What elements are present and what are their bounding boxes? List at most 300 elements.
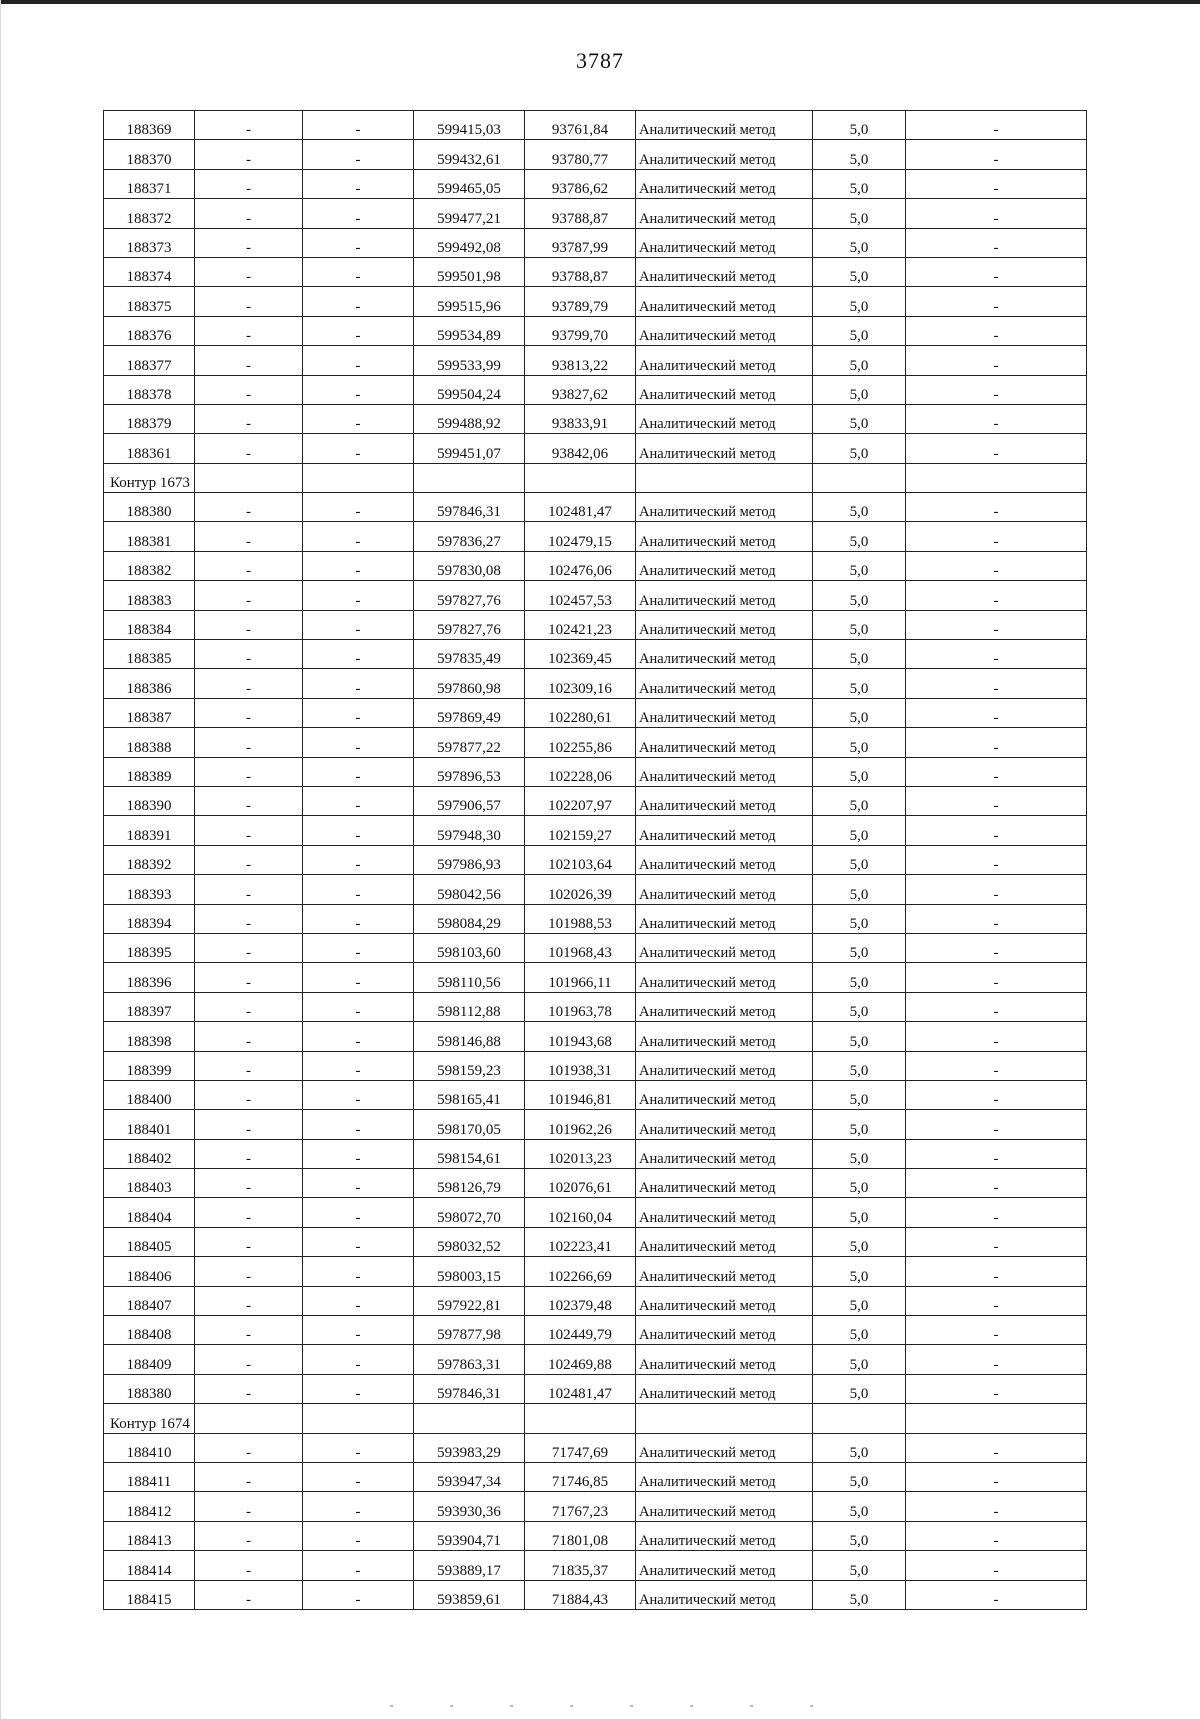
cell-y: 93813,22 xyxy=(525,346,636,375)
cell-col3: - xyxy=(303,1257,414,1286)
cell-x: 593930,36 xyxy=(414,1492,525,1521)
cell-point-id: 188402 xyxy=(104,1139,195,1168)
cell-col3 xyxy=(303,1404,414,1433)
cell-col3: - xyxy=(303,522,414,551)
cell-x: 598110,56 xyxy=(414,963,525,992)
cell-method: Аналитический метод xyxy=(636,904,813,933)
cell-x: 597948,30 xyxy=(414,816,525,845)
cell-col2: - xyxy=(195,493,303,522)
cell-point-id: 188385 xyxy=(104,640,195,669)
cell-col8: - xyxy=(906,816,1087,845)
cell-col2: - xyxy=(195,1022,303,1051)
cell-col3: - xyxy=(303,1492,414,1521)
cell-point-id: 188390 xyxy=(104,786,195,815)
cell-precision: 5,0 xyxy=(813,1139,906,1168)
cell-x: 598159,23 xyxy=(414,1051,525,1080)
table-row xyxy=(104,610,1087,639)
cell-y: 102207,97 xyxy=(525,786,636,815)
cell-point-id: 188399 xyxy=(104,1051,195,1080)
cell-point-id: 188415 xyxy=(104,1580,195,1609)
cell-method: Аналитический метод xyxy=(636,111,813,140)
cell-method: Аналитический метод xyxy=(636,199,813,228)
cell-x: 593904,71 xyxy=(414,1521,525,1550)
table-row xyxy=(104,111,1087,140)
cell-method: Аналитический метод xyxy=(636,1492,813,1521)
table-row xyxy=(104,1169,1087,1198)
table-row xyxy=(104,1551,1087,1580)
cell-precision: 5,0 xyxy=(813,228,906,257)
cell-y: 102476,06 xyxy=(525,551,636,580)
cell-method: Аналитический метод xyxy=(636,1521,813,1550)
cell-point-id: 188406 xyxy=(104,1257,195,1286)
cell-method: Аналитический метод xyxy=(636,493,813,522)
cell-y: 93786,62 xyxy=(525,169,636,198)
cell-x: 598154,61 xyxy=(414,1139,525,1168)
cell-col2: - xyxy=(195,845,303,874)
cell-col2: - xyxy=(195,346,303,375)
cell-precision: 5,0 xyxy=(813,1110,906,1139)
cell-col2: - xyxy=(195,1286,303,1315)
cell-col8: - xyxy=(906,1286,1087,1315)
cell-col8: - xyxy=(906,375,1087,404)
cell-col3: - xyxy=(303,140,414,169)
cell-col2: - xyxy=(195,992,303,1021)
cell-y: 102280,61 xyxy=(525,698,636,727)
cell-x: 597906,57 xyxy=(414,786,525,815)
cell-col2: - xyxy=(195,1227,303,1256)
table-row xyxy=(104,434,1087,463)
cell-col2: - xyxy=(195,1374,303,1403)
cell-method: Аналитический метод xyxy=(636,1345,813,1374)
cell-col2: - xyxy=(195,1139,303,1168)
cell-col8: - xyxy=(906,1462,1087,1491)
table-row xyxy=(104,1257,1087,1286)
cell-x: 599488,92 xyxy=(414,404,525,433)
table-row xyxy=(104,1580,1087,1609)
cell-col8: - xyxy=(906,1080,1087,1109)
cell-precision: 5,0 xyxy=(813,757,906,786)
cell-y: 102469,88 xyxy=(525,1345,636,1374)
cell-x: 598165,41 xyxy=(414,1080,525,1109)
cell-col2: - xyxy=(195,1433,303,1462)
cell-precision: 5,0 xyxy=(813,640,906,669)
cell-col3: - xyxy=(303,228,414,257)
cell-y: 71835,37 xyxy=(525,1551,636,1580)
cell-col8: - xyxy=(906,1257,1087,1286)
table-row xyxy=(104,963,1087,992)
table-row xyxy=(104,1374,1087,1403)
table-row xyxy=(104,228,1087,257)
cell-precision: 5,0 xyxy=(813,1286,906,1315)
cell-col8: - xyxy=(906,669,1087,698)
cell-method: Аналитический метод xyxy=(636,140,813,169)
cell-precision: 5,0 xyxy=(813,287,906,316)
cell-x xyxy=(414,463,525,492)
table-row xyxy=(104,581,1087,610)
cell-x: 598103,60 xyxy=(414,933,525,962)
cell-y: 101962,26 xyxy=(525,1110,636,1139)
table-row xyxy=(104,875,1087,904)
cell-precision: 5,0 xyxy=(813,375,906,404)
table-row xyxy=(104,493,1087,522)
cell-col3: - xyxy=(303,111,414,140)
cell-method: Аналитический метод xyxy=(636,1462,813,1491)
cell-precision: 5,0 xyxy=(813,1521,906,1550)
table-body xyxy=(104,111,1087,1610)
cell-col2: - xyxy=(195,1110,303,1139)
cell-col8: - xyxy=(906,728,1087,757)
cell-col2: - xyxy=(195,728,303,757)
cell-col3: - xyxy=(303,169,414,198)
cell-precision: 5,0 xyxy=(813,728,906,757)
cell-col3: - xyxy=(303,1374,414,1403)
cell-col2: - xyxy=(195,875,303,904)
cell-precision: 5,0 xyxy=(813,581,906,610)
cell-y: 102379,48 xyxy=(525,1286,636,1315)
cell-x: 598042,56 xyxy=(414,875,525,904)
cell-x: 593983,29 xyxy=(414,1433,525,1462)
cell-col2: - xyxy=(195,316,303,345)
cell-precision: 5,0 xyxy=(813,786,906,815)
cell-col2: - xyxy=(195,522,303,551)
cell-y: 101938,31 xyxy=(525,1051,636,1080)
cell-col8: - xyxy=(906,434,1087,463)
cell-point-id: 188404 xyxy=(104,1198,195,1227)
cell-col8 xyxy=(906,463,1087,492)
cell-col2: - xyxy=(195,1169,303,1198)
cell-col3: - xyxy=(303,610,414,639)
cell-col8: - xyxy=(906,169,1087,198)
cell-col2: - xyxy=(195,169,303,198)
cell-method: Аналитический метод xyxy=(636,581,813,610)
cell-precision: 5,0 xyxy=(813,845,906,874)
cell-col3: - xyxy=(303,963,414,992)
cell-precision: 5,0 xyxy=(813,1580,906,1609)
cell-point-id: 188381 xyxy=(104,522,195,551)
cell-x: 599415,03 xyxy=(414,111,525,140)
cell-col8: - xyxy=(906,1345,1087,1374)
cell-col3: - xyxy=(303,1551,414,1580)
cell-y: 102103,64 xyxy=(525,845,636,874)
cell-precision: 5,0 xyxy=(813,875,906,904)
cell-precision: 5,0 xyxy=(813,1198,906,1227)
cell-col3: - xyxy=(303,992,414,1021)
cell-y: 93833,91 xyxy=(525,404,636,433)
cell-col3: - xyxy=(303,1433,414,1462)
cell-col8: - xyxy=(906,1521,1087,1550)
cell-point-id: 188370 xyxy=(104,140,195,169)
cell-col8: - xyxy=(906,963,1087,992)
cell-y: 102457,53 xyxy=(525,581,636,610)
cell-col3: - xyxy=(303,1169,414,1198)
cell-precision: 5,0 xyxy=(813,346,906,375)
cell-x: 599432,61 xyxy=(414,140,525,169)
cell-col2: - xyxy=(195,1198,303,1227)
cell-col8: - xyxy=(906,1110,1087,1139)
cell-x: 597827,76 xyxy=(414,610,525,639)
cell-col2: - xyxy=(195,640,303,669)
cell-col2: - xyxy=(195,963,303,992)
table-row xyxy=(104,698,1087,727)
table-row xyxy=(104,199,1087,228)
cell-point-id: 188369 xyxy=(104,111,195,140)
cell-col8: - xyxy=(906,140,1087,169)
cell-col3: - xyxy=(303,1580,414,1609)
cell-col3: - xyxy=(303,287,414,316)
cell-precision: 5,0 xyxy=(813,1492,906,1521)
cell-col2: - xyxy=(195,816,303,845)
table-row xyxy=(104,933,1087,962)
cell-point-id: 188371 xyxy=(104,169,195,198)
cell-point-id: 188391 xyxy=(104,816,195,845)
cell-col8: - xyxy=(906,1051,1087,1080)
cell-precision: 5,0 xyxy=(813,610,906,639)
cell-point-id: 188374 xyxy=(104,257,195,286)
cell-precision: 5,0 xyxy=(813,140,906,169)
cell-col2: - xyxy=(195,111,303,140)
cell-col8: - xyxy=(906,257,1087,286)
table-row xyxy=(104,1492,1087,1521)
contour-label: Контур 1674 xyxy=(104,1404,195,1433)
cell-point-id: 188396 xyxy=(104,963,195,992)
cell-point-id: 188377 xyxy=(104,346,195,375)
cell-y: 93799,70 xyxy=(525,316,636,345)
cell-x: 593889,17 xyxy=(414,1551,525,1580)
cell-y: 102228,06 xyxy=(525,757,636,786)
cell-x: 599451,07 xyxy=(414,434,525,463)
table-row xyxy=(104,1022,1087,1051)
cell-y: 101946,81 xyxy=(525,1080,636,1109)
cell-x: 597896,53 xyxy=(414,757,525,786)
cell-point-id: 188383 xyxy=(104,581,195,610)
cell-col8: - xyxy=(906,522,1087,551)
table-row xyxy=(104,1110,1087,1139)
cell-y: 93842,06 xyxy=(525,434,636,463)
cell-col3: - xyxy=(303,1521,414,1550)
cell-col2: - xyxy=(195,1316,303,1345)
cell-point-id: 188384 xyxy=(104,610,195,639)
cell-precision: 5,0 xyxy=(813,1433,906,1462)
cell-y: 71767,23 xyxy=(525,1492,636,1521)
cell-point-id: 188380 xyxy=(104,493,195,522)
cell-x: 593859,61 xyxy=(414,1580,525,1609)
cell-point-id: 188392 xyxy=(104,845,195,874)
cell-col3: - xyxy=(303,1345,414,1374)
cell-point-id: 188372 xyxy=(104,199,195,228)
cell-precision: 5,0 xyxy=(813,434,906,463)
cell-col8: - xyxy=(906,1227,1087,1256)
cell-col3: - xyxy=(303,375,414,404)
cell-col8: - xyxy=(906,551,1087,580)
cell-precision: 5,0 xyxy=(813,1227,906,1256)
coordinates-table xyxy=(103,110,1087,1610)
cell-method: Аналитический метод xyxy=(636,257,813,286)
cell-point-id: 188397 xyxy=(104,992,195,1021)
cell-col3: - xyxy=(303,581,414,610)
cell-method: Аналитический метод xyxy=(636,228,813,257)
cell-method: Аналитический метод xyxy=(636,757,813,786)
cell-precision xyxy=(813,463,906,492)
table-row xyxy=(104,669,1087,698)
cell-method: Аналитический метод xyxy=(636,786,813,815)
cell-precision: 5,0 xyxy=(813,493,906,522)
cell-precision: 5,0 xyxy=(813,669,906,698)
cell-point-id: 188413 xyxy=(104,1521,195,1550)
cell-col8: - xyxy=(906,1551,1087,1580)
cell-precision: 5,0 xyxy=(813,111,906,140)
cell-x: 598146,88 xyxy=(414,1022,525,1051)
table-row xyxy=(104,346,1087,375)
cell-col3: - xyxy=(303,1110,414,1139)
cell-y: 102421,23 xyxy=(525,610,636,639)
cell-method xyxy=(636,463,813,492)
cell-precision: 5,0 xyxy=(813,1257,906,1286)
cell-point-id: 188400 xyxy=(104,1080,195,1109)
cell-x: 598003,15 xyxy=(414,1257,525,1286)
table-row xyxy=(104,522,1087,551)
table-row xyxy=(104,757,1087,786)
cell-method: Аналитический метод xyxy=(636,1374,813,1403)
cell-col2: - xyxy=(195,1551,303,1580)
cell-point-id: 188376 xyxy=(104,316,195,345)
cell-method: Аналитический метод xyxy=(636,1257,813,1286)
cell-precision xyxy=(813,1404,906,1433)
cell-col3: - xyxy=(303,1051,414,1080)
cell-col8: - xyxy=(906,757,1087,786)
table-row xyxy=(104,728,1087,757)
cell-col8: - xyxy=(906,1169,1087,1198)
cell-method: Аналитический метод xyxy=(636,1551,813,1580)
cell-x: 599534,89 xyxy=(414,316,525,345)
cell-col8: - xyxy=(906,287,1087,316)
cell-point-id: 188378 xyxy=(104,375,195,404)
cell-col3: - xyxy=(303,493,414,522)
cell-y: 101988,53 xyxy=(525,904,636,933)
cell-y: 93788,87 xyxy=(525,257,636,286)
cell-precision: 5,0 xyxy=(813,404,906,433)
table-row xyxy=(104,992,1087,1021)
cell-precision: 5,0 xyxy=(813,1022,906,1051)
table-row xyxy=(104,1316,1087,1345)
cell-point-id: 188380 xyxy=(104,1374,195,1403)
cell-precision: 5,0 xyxy=(813,1080,906,1109)
cell-point-id: 188403 xyxy=(104,1169,195,1198)
cell-point-id: 188395 xyxy=(104,933,195,962)
cell-y: 93788,87 xyxy=(525,199,636,228)
cell-col8: - xyxy=(906,404,1087,433)
cell-x: 599501,98 xyxy=(414,257,525,286)
cell-col2: - xyxy=(195,610,303,639)
cell-col8: - xyxy=(906,199,1087,228)
cell-point-id: 188382 xyxy=(104,551,195,580)
cell-col8: - xyxy=(906,845,1087,874)
cell-precision: 5,0 xyxy=(813,1169,906,1198)
cell-x: 597860,98 xyxy=(414,669,525,698)
cell-col2: - xyxy=(195,257,303,286)
cell-x: 593947,34 xyxy=(414,1462,525,1491)
cell-y: 102223,41 xyxy=(525,1227,636,1256)
cell-col3: - xyxy=(303,728,414,757)
cell-precision: 5,0 xyxy=(813,933,906,962)
cell-col3: - xyxy=(303,1080,414,1109)
cell-col3: - xyxy=(303,551,414,580)
cell-y: 102479,15 xyxy=(525,522,636,551)
cell-x: 598084,29 xyxy=(414,904,525,933)
cell-point-id: 188389 xyxy=(104,757,195,786)
cell-precision: 5,0 xyxy=(813,963,906,992)
cell-col3: - xyxy=(303,845,414,874)
cell-method: Аналитический метод xyxy=(636,1580,813,1609)
cell-y: 102076,61 xyxy=(525,1169,636,1198)
contour-label: Контур 1673 xyxy=(104,463,195,492)
cell-y: 102159,27 xyxy=(525,816,636,845)
table-row xyxy=(104,786,1087,815)
top-border-rule xyxy=(0,0,1200,4)
cell-precision: 5,0 xyxy=(813,1374,906,1403)
cell-method: Аналитический метод xyxy=(636,698,813,727)
cell-col2 xyxy=(195,463,303,492)
contour-header-row xyxy=(104,463,1087,492)
cell-col2: - xyxy=(195,1345,303,1374)
cell-col2: - xyxy=(195,1580,303,1609)
cell-x: 599492,08 xyxy=(414,228,525,257)
cell-precision: 5,0 xyxy=(813,904,906,933)
cell-col3: - xyxy=(303,816,414,845)
scan-noise xyxy=(390,1705,850,1707)
cell-col3: - xyxy=(303,404,414,433)
cell-col3: - xyxy=(303,1462,414,1491)
cell-col2: - xyxy=(195,1080,303,1109)
cell-point-id: 188414 xyxy=(104,1551,195,1580)
cell-method: Аналитический метод xyxy=(636,933,813,962)
cell-col3: - xyxy=(303,346,414,375)
cell-col8: - xyxy=(906,228,1087,257)
cell-col8: - xyxy=(906,1316,1087,1345)
cell-method: Аналитический метод xyxy=(636,169,813,198)
cell-col3: - xyxy=(303,1316,414,1345)
cell-col3: - xyxy=(303,257,414,286)
cell-col3: - xyxy=(303,434,414,463)
cell-point-id: 188388 xyxy=(104,728,195,757)
table-row xyxy=(104,904,1087,933)
cell-col8: - xyxy=(906,610,1087,639)
cell-y: 71884,43 xyxy=(525,1580,636,1609)
cell-method: Аналитический метод xyxy=(636,287,813,316)
cell-col3: - xyxy=(303,199,414,228)
cell-point-id: 188393 xyxy=(104,875,195,904)
table-row xyxy=(104,375,1087,404)
cell-col8: - xyxy=(906,640,1087,669)
cell-x: 597922,81 xyxy=(414,1286,525,1315)
cell-precision: 5,0 xyxy=(813,169,906,198)
cell-point-id: 188386 xyxy=(104,669,195,698)
cell-point-id: 188411 xyxy=(104,1462,195,1491)
cell-x: 598126,79 xyxy=(414,1169,525,1198)
cell-col8: - xyxy=(906,698,1087,727)
cell-precision: 5,0 xyxy=(813,1345,906,1374)
cell-col3: - xyxy=(303,1227,414,1256)
cell-col2: - xyxy=(195,1521,303,1550)
cell-precision: 5,0 xyxy=(813,1051,906,1080)
cell-precision: 5,0 xyxy=(813,257,906,286)
cell-col2: - xyxy=(195,551,303,580)
cell-x: 599515,96 xyxy=(414,287,525,316)
table-row xyxy=(104,1080,1087,1109)
cell-x: 597877,22 xyxy=(414,728,525,757)
cell-method: Аналитический метод xyxy=(636,875,813,904)
cell-col8: - xyxy=(906,992,1087,1021)
cell-point-id: 188387 xyxy=(104,698,195,727)
